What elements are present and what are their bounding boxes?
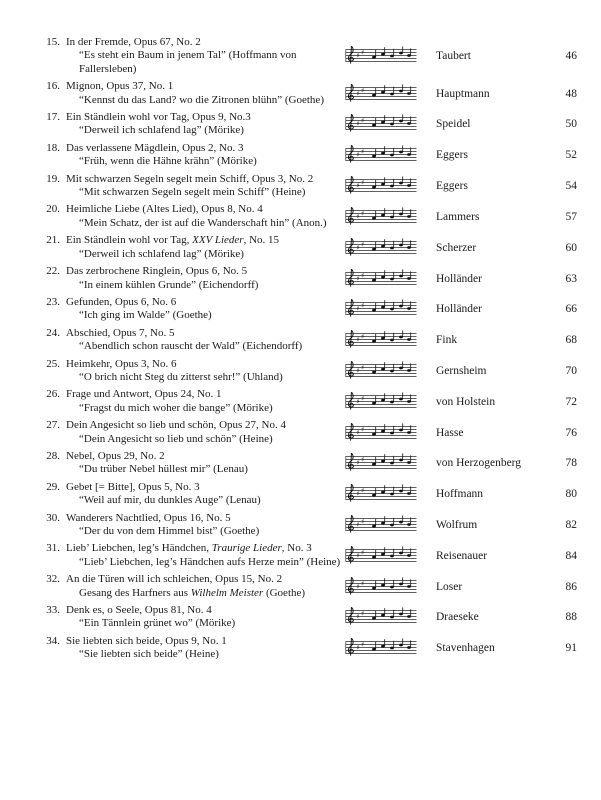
entry-title: Das verlassene Mägdlein, Opus 2, No. 3 xyxy=(66,141,244,154)
svg-text:♯: ♯ xyxy=(356,489,360,498)
entry-text xyxy=(66,573,342,600)
entry-title: Mignon, Opus 37, No. 1 xyxy=(66,80,174,93)
entry-text xyxy=(66,80,342,107)
entry-composer: Speidel xyxy=(436,118,471,131)
entry-number: 30. xyxy=(46,511,60,524)
entry-composer: Loser xyxy=(436,580,463,593)
toc-entry xyxy=(38,358,577,385)
toc-entry xyxy=(38,234,577,261)
entry-page-number: 52 xyxy=(565,149,577,162)
entry-composer: Lammers xyxy=(436,210,480,223)
svg-text:♯: ♯ xyxy=(356,212,360,221)
entry-text xyxy=(66,358,342,385)
entry-title: Abschied, Opus 7, No. 5 xyxy=(66,326,175,339)
toc-entry xyxy=(38,419,577,446)
entry-subtitle: Gesang des Harfners aus Wilhelm Meister (Goethe) xyxy=(79,586,306,599)
svg-text:♯: ♯ xyxy=(361,394,365,403)
entry-text xyxy=(66,327,342,354)
toc-entry xyxy=(38,173,577,200)
entry-page-number: 80 xyxy=(565,488,577,501)
entry-subtitle: “O brich nicht Steg du zitterst sehr!” (Uhland) xyxy=(79,370,283,383)
entry-title: Gefunden, Opus 6, No. 6 xyxy=(66,295,177,308)
entry-title: An die Türen will ich schleichen, Opus 15, No. 2 xyxy=(66,573,283,586)
svg-text:♯: ♯ xyxy=(356,643,360,652)
entry-text xyxy=(66,203,342,230)
entry-text xyxy=(66,512,342,539)
svg-text:♯: ♯ xyxy=(361,240,365,249)
entry-title: Mit schwarzen Segeln segelt mein Schiff, Opus 3, No. 2 xyxy=(66,172,314,185)
entry-subtitle: “Mit schwarzen Segeln segelt mein Schiff” (Heine) xyxy=(79,186,306,199)
entry-title: Das zerbrochene Ringlein, Opus 6, No. 5 xyxy=(66,265,248,278)
entry-text-block xyxy=(38,604,342,631)
entry-text xyxy=(66,635,342,662)
svg-text:♯: ♯ xyxy=(361,147,365,156)
toc-entry xyxy=(38,635,577,662)
musical-incipit-icon xyxy=(344,236,418,260)
entry-text xyxy=(66,419,342,446)
svg-text:♯: ♯ xyxy=(361,425,365,434)
entry-number: 31. xyxy=(46,542,60,555)
svg-text:♯: ♯ xyxy=(361,332,365,341)
toc-entry xyxy=(38,265,577,292)
entry-text xyxy=(66,111,342,138)
entry-number: 23. xyxy=(46,295,60,308)
entry-title: Wanderers Nachtlied, Opus 16, No. 5 xyxy=(66,511,231,524)
entry-title: Heimliche Liebe (Altes Lied), Opus 8, No. 4 xyxy=(66,203,263,216)
entry-composer: Holländer xyxy=(436,303,482,316)
entry-composer: Gernsheim xyxy=(436,364,487,377)
entry-page-number: 84 xyxy=(565,549,577,562)
svg-text:♯: ♯ xyxy=(361,86,365,95)
entry-number: 20. xyxy=(46,203,60,216)
entry-title: Heimkehr, Opus 3, No. 6 xyxy=(66,357,177,370)
entry-page-number: 46 xyxy=(565,50,577,63)
entry-text-block xyxy=(38,542,342,569)
entry-subtitle: “Weil auf mir, du dunkles Auge” (Lenau) xyxy=(79,494,261,507)
svg-text:♯: ♯ xyxy=(361,548,365,557)
entry-number: 27. xyxy=(46,419,60,432)
entry-number: 19. xyxy=(46,172,60,185)
musical-incipit-icon xyxy=(344,421,418,445)
musical-incipit-icon xyxy=(344,297,418,321)
entry-text-block xyxy=(38,265,342,292)
entry-title: Ein Ständlein wohl vor Tag, XXV Lieder, No. 15 xyxy=(66,234,280,247)
musical-incipit-icon xyxy=(344,605,418,629)
entry-text xyxy=(66,388,342,415)
musical-incipit-icon xyxy=(344,112,418,136)
entry-number: 34. xyxy=(46,634,60,647)
entry-page-number: 82 xyxy=(565,519,577,531)
entry-text-block xyxy=(38,203,342,230)
entry-composer: Reisenauer xyxy=(436,549,488,562)
entry-page-number: 86 xyxy=(565,580,577,593)
entry-text xyxy=(66,142,342,169)
entry-page-number: 72 xyxy=(565,395,577,408)
musical-incipit-icon xyxy=(344,205,418,229)
toc-entry xyxy=(38,481,577,508)
toc-entry xyxy=(38,512,577,539)
entry-composer: Hoffmann xyxy=(436,488,484,501)
entry-subtitle: “Kennst du das Land? wo die Zitronen blühn” (Goethe) xyxy=(79,93,324,106)
svg-text:♯: ♯ xyxy=(361,610,365,619)
entry-number: 25. xyxy=(46,357,60,370)
entry-subtitle: “Abendlich schon rauscht der Wald” (Eichendorff) xyxy=(79,340,303,353)
musical-incipit-icon xyxy=(344,482,418,506)
entry-text xyxy=(66,265,342,292)
entry-text-block xyxy=(38,635,342,662)
entry-page-number: 63 xyxy=(565,272,577,285)
entry-page-number: 54 xyxy=(565,180,577,193)
entry-text-block xyxy=(38,80,342,107)
entry-page-number: 48 xyxy=(565,87,577,100)
toc-entry xyxy=(38,450,577,477)
entry-number: 22. xyxy=(46,265,60,278)
entry-number: 21. xyxy=(46,234,60,247)
entry-number: 16. xyxy=(46,80,60,93)
entry-subtitle: “Sie liebten sich beide” (Heine) xyxy=(79,648,219,661)
toc-entry xyxy=(38,296,577,323)
entry-title: Lieb’ Liebchen, leg’s Händchen, Traurige Lieder, No. 3 xyxy=(66,542,312,555)
entry-title: Gebet [= Bitte], Opus 5, No. 3 xyxy=(66,480,200,493)
entry-page-number: 78 xyxy=(565,457,577,470)
entry-composer: Fink xyxy=(436,334,458,347)
entry-text xyxy=(66,604,342,631)
entry-page-number: 50 xyxy=(565,118,577,131)
entry-page-number: 60 xyxy=(565,241,577,254)
svg-text:♯: ♯ xyxy=(356,243,360,252)
entry-page-number: 70 xyxy=(565,364,577,377)
toc-entry xyxy=(38,573,577,600)
entry-composer: Taubert xyxy=(436,50,471,63)
entry-composer: von Holstein xyxy=(436,395,496,408)
svg-text:♯: ♯ xyxy=(361,455,365,464)
svg-text:♯: ♯ xyxy=(356,274,360,283)
svg-text:♯: ♯ xyxy=(356,428,360,437)
entry-title: Ein Ständlein wohl vor Tag, Opus 9, No.3 xyxy=(66,111,251,124)
svg-text:♯: ♯ xyxy=(356,458,360,467)
musical-incipit-icon xyxy=(344,636,418,660)
svg-text:♯: ♯ xyxy=(356,304,360,313)
svg-text:♯: ♯ xyxy=(356,366,360,375)
entry-composer: von Herzogenberg xyxy=(436,457,522,470)
entry-composer: Stavenhagen xyxy=(436,642,495,655)
svg-text:♯: ♯ xyxy=(361,486,365,495)
entry-page-number: 68 xyxy=(565,334,577,347)
entry-subtitle: “Fragst du mich woher die bange” (Mörike) xyxy=(79,401,273,414)
entry-text-block xyxy=(38,327,342,354)
entry-text-block xyxy=(38,173,342,200)
toc-list xyxy=(38,36,577,662)
entry-text xyxy=(66,481,342,508)
entry-title: Sie liebten sich beide, Opus 9, No. 1 xyxy=(66,634,227,647)
entry-subtitle: “Früh, wenn die Hähne krähn” (Mörike) xyxy=(79,155,257,168)
toc-entry xyxy=(38,80,577,107)
musical-incipit-icon xyxy=(344,544,418,568)
entry-subtitle: “Ein Tännlein grünet wo” (Mörike) xyxy=(79,617,236,630)
svg-text:♯: ♯ xyxy=(361,579,365,588)
entry-composer: Scherzer xyxy=(436,241,477,254)
toc-entry xyxy=(38,542,577,569)
entry-text xyxy=(66,36,342,76)
entry-text-block xyxy=(38,36,342,76)
entry-number: 18. xyxy=(46,141,60,154)
entry-composer: Hasse xyxy=(436,426,464,439)
svg-text:♯: ♯ xyxy=(361,117,365,126)
svg-text:♯: ♯ xyxy=(361,363,365,372)
entry-number: 29. xyxy=(46,480,60,493)
entry-text-block xyxy=(38,419,342,446)
toc-entry xyxy=(38,142,577,169)
entry-title: In der Fremde, Opus 67, No. 2 xyxy=(66,36,201,48)
svg-text:♯: ♯ xyxy=(356,89,360,98)
entry-subtitle: “Derweil ich schlafend lag” (Mörike) xyxy=(79,124,244,137)
entry-number: 15. xyxy=(46,36,60,48)
svg-text:♯: ♯ xyxy=(356,582,360,591)
entry-text-block xyxy=(38,234,342,261)
entry-subtitle: “Dein Angesicht so lieb und schön” (Heine) xyxy=(79,432,273,445)
musical-incipit-icon xyxy=(344,451,418,475)
entry-text-block xyxy=(38,450,342,477)
musical-incipit-icon xyxy=(344,174,418,198)
svg-text:♯: ♯ xyxy=(356,520,360,529)
entry-number: 24. xyxy=(46,326,60,339)
svg-text:♯: ♯ xyxy=(356,51,360,60)
musical-incipit-icon xyxy=(344,267,418,291)
entry-subtitle: “Derweil ich schlafend lag” (Mörike) xyxy=(79,247,244,260)
entry-number: 26. xyxy=(46,388,60,401)
entry-page-number: 76 xyxy=(565,426,577,439)
svg-text:♯: ♯ xyxy=(361,209,365,218)
entry-text-block xyxy=(38,296,342,323)
toc-entry xyxy=(38,327,577,354)
svg-text:♯: ♯ xyxy=(356,551,360,560)
entry-subtitle: “In einem kühlen Grunde” (Eichendorff) xyxy=(79,278,259,291)
musical-incipit-icon xyxy=(344,575,418,599)
entry-page-number: 91 xyxy=(565,642,577,655)
entry-subtitle: “Ich ging im Walde” (Goethe) xyxy=(79,309,212,322)
entry-text-block xyxy=(38,512,342,539)
entry-text xyxy=(66,542,342,569)
entry-subtitle: “Du trüber Nebel hüllest mir” (Lenau) xyxy=(79,463,248,476)
entry-number: 33. xyxy=(46,604,60,617)
svg-text:♯: ♯ xyxy=(361,301,365,310)
entry-text-block xyxy=(38,111,342,138)
entry-page-number: 66 xyxy=(565,303,577,316)
entry-number: 17. xyxy=(46,111,60,124)
svg-text:♯: ♯ xyxy=(361,178,365,187)
entry-title: Nebel, Opus 29, No. 2 xyxy=(66,449,165,462)
entry-composer: Eggers xyxy=(436,149,468,162)
svg-text:♯: ♯ xyxy=(361,271,365,280)
svg-text:♯: ♯ xyxy=(356,120,360,129)
entry-subtitle: “Mein Schatz, der ist auf die Wanderschaft hin” (Anon.) xyxy=(79,216,327,229)
entry-text-block xyxy=(38,573,342,600)
svg-text:♯: ♯ xyxy=(356,335,360,344)
toc-entry xyxy=(38,604,577,631)
entry-subtitle: “Der du von dem Himmel bist” (Goethe) xyxy=(79,525,260,537)
entry-text-block xyxy=(38,358,342,385)
svg-text:♯: ♯ xyxy=(356,150,360,159)
entry-subtitle: “Lieb’ Liebchen, leg’s Händchen aufs Herze mein” (Heine) xyxy=(79,555,341,568)
musical-incipit-icon xyxy=(344,513,418,537)
musical-incipit-icon xyxy=(344,44,418,68)
svg-text:♯: ♯ xyxy=(356,397,360,406)
entry-title: Dein Angesicht so lieb und schön, Opus 27, No. 4 xyxy=(66,419,286,432)
toc-entry xyxy=(38,388,577,415)
entry-composer: Hauptmann xyxy=(436,87,490,100)
entry-text xyxy=(66,234,342,261)
svg-text:♯: ♯ xyxy=(356,613,360,622)
entry-text-block xyxy=(38,388,342,415)
musical-incipit-icon xyxy=(344,82,418,106)
svg-text:♯: ♯ xyxy=(356,181,360,190)
entry-page-number: 88 xyxy=(565,611,577,624)
entry-number: 32. xyxy=(46,573,60,586)
entry-text-block xyxy=(38,481,342,508)
toc-entry xyxy=(38,203,577,230)
entry-text xyxy=(66,173,342,200)
entry-text-block xyxy=(38,142,342,169)
entry-composer: Draeseke xyxy=(436,611,479,624)
musical-incipit-icon xyxy=(344,390,418,414)
svg-text:♯: ♯ xyxy=(361,517,365,526)
entry-composer: Eggers xyxy=(436,180,468,193)
entry-text xyxy=(66,296,342,323)
entry-composer: Holländer xyxy=(436,272,482,285)
musical-incipit-icon xyxy=(344,328,418,352)
toc-entry xyxy=(38,111,577,138)
toc-entry xyxy=(38,36,577,76)
entry-composer: Wolfrum xyxy=(436,519,478,531)
entry-number: 28. xyxy=(46,449,60,462)
entry-text xyxy=(66,450,342,477)
entry-page-number: 57 xyxy=(565,210,577,223)
musical-incipit-icon xyxy=(344,359,418,383)
svg-text:♯: ♯ xyxy=(361,48,365,57)
entry-title: Denk es, o Seele, Opus 81, No. 4 xyxy=(66,604,212,617)
entry-subtitle: “Es steht ein Baum in jenem Tal” (Hoffmann von Fallersleben) xyxy=(79,49,297,75)
musical-incipit-icon xyxy=(344,143,418,167)
entry-title: Frage und Antwort, Opus 24, No. 1 xyxy=(66,388,222,401)
svg-text:♯: ♯ xyxy=(361,640,365,649)
